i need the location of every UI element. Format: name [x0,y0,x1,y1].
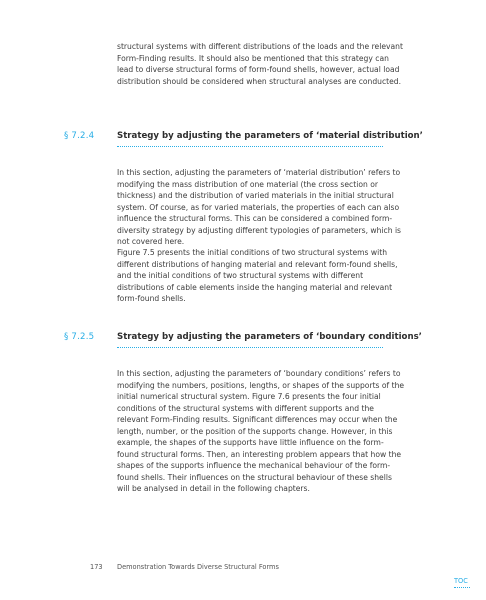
toc-underline [454,587,470,588]
section-7-2-4-paragraph-2: Figure 7.5 presents the initial conditions of two structural systems with different distributions of hanging material and relevant form-found shells, and the initial conditions of two structural systems with different distributions of cable elements inside the hanging material and relevant form-found shells. [117,248,398,303]
section-divider [117,347,383,348]
section-divider [117,146,383,147]
section-7-2-5-paragraph-1: In this section, adjusting the parameters of ‘boundary conditions’ refers to modifying the numbers, positions, lengths, or shapes of the supports of the initial numerical structural system. Figure 7.6 presents the four initial conditions of the structural systems with different supports and the relevant Form-Finding results. Significant differences may occur when the length, number, or the position of the supports change. However, in this example, the shapes of the supports have little influence on the form-found structural forms. Then, an interesting problem appears that how the shapes of the supports influence the mechanical behaviour of the form-found shells. Their influences on the structural behaviour of these shells will be analysed in detail in the following chapters. [117,369,405,493]
section-title-7-2-5: Strategy by adjusting the parameters of ‘boundary conditions’ [117,332,422,342]
section-number-7-2-4: § 7.2.4 [64,131,95,141]
page-number: 173 [90,563,103,571]
toc-link[interactable]: TOC [454,577,468,585]
section-7-2-4-paragraph-1: In this section, adjusting the parameters of ‘material distribution’ refers to modifying the mass distribution of one material (the cross section or thickness) and the distribution of varied materials in the initial structural system. Of course, as for varied materials, the properties of each can also influence the structural forms. This can be considered a combined form-diversity strategy by adjusting different typologies of parameters, which is not covered here. [117,168,402,246]
intro-paragraph: structural systems with different distributions of the loads and the relevant Form-Finding results. It should also be mentioned that this strategy can lead to diverse structural forms of form-found shells, however, actual load distribution should be considered when structural analyses are conducted. [117,42,403,86]
section-number-7-2-5: § 7.2.5 [64,332,95,342]
section-title-7-2-4: Strategy by adjusting the parameters of ‘material distribution’ [117,131,423,141]
running-title: Demonstration Towards Diverse Structural Forms [117,563,279,571]
